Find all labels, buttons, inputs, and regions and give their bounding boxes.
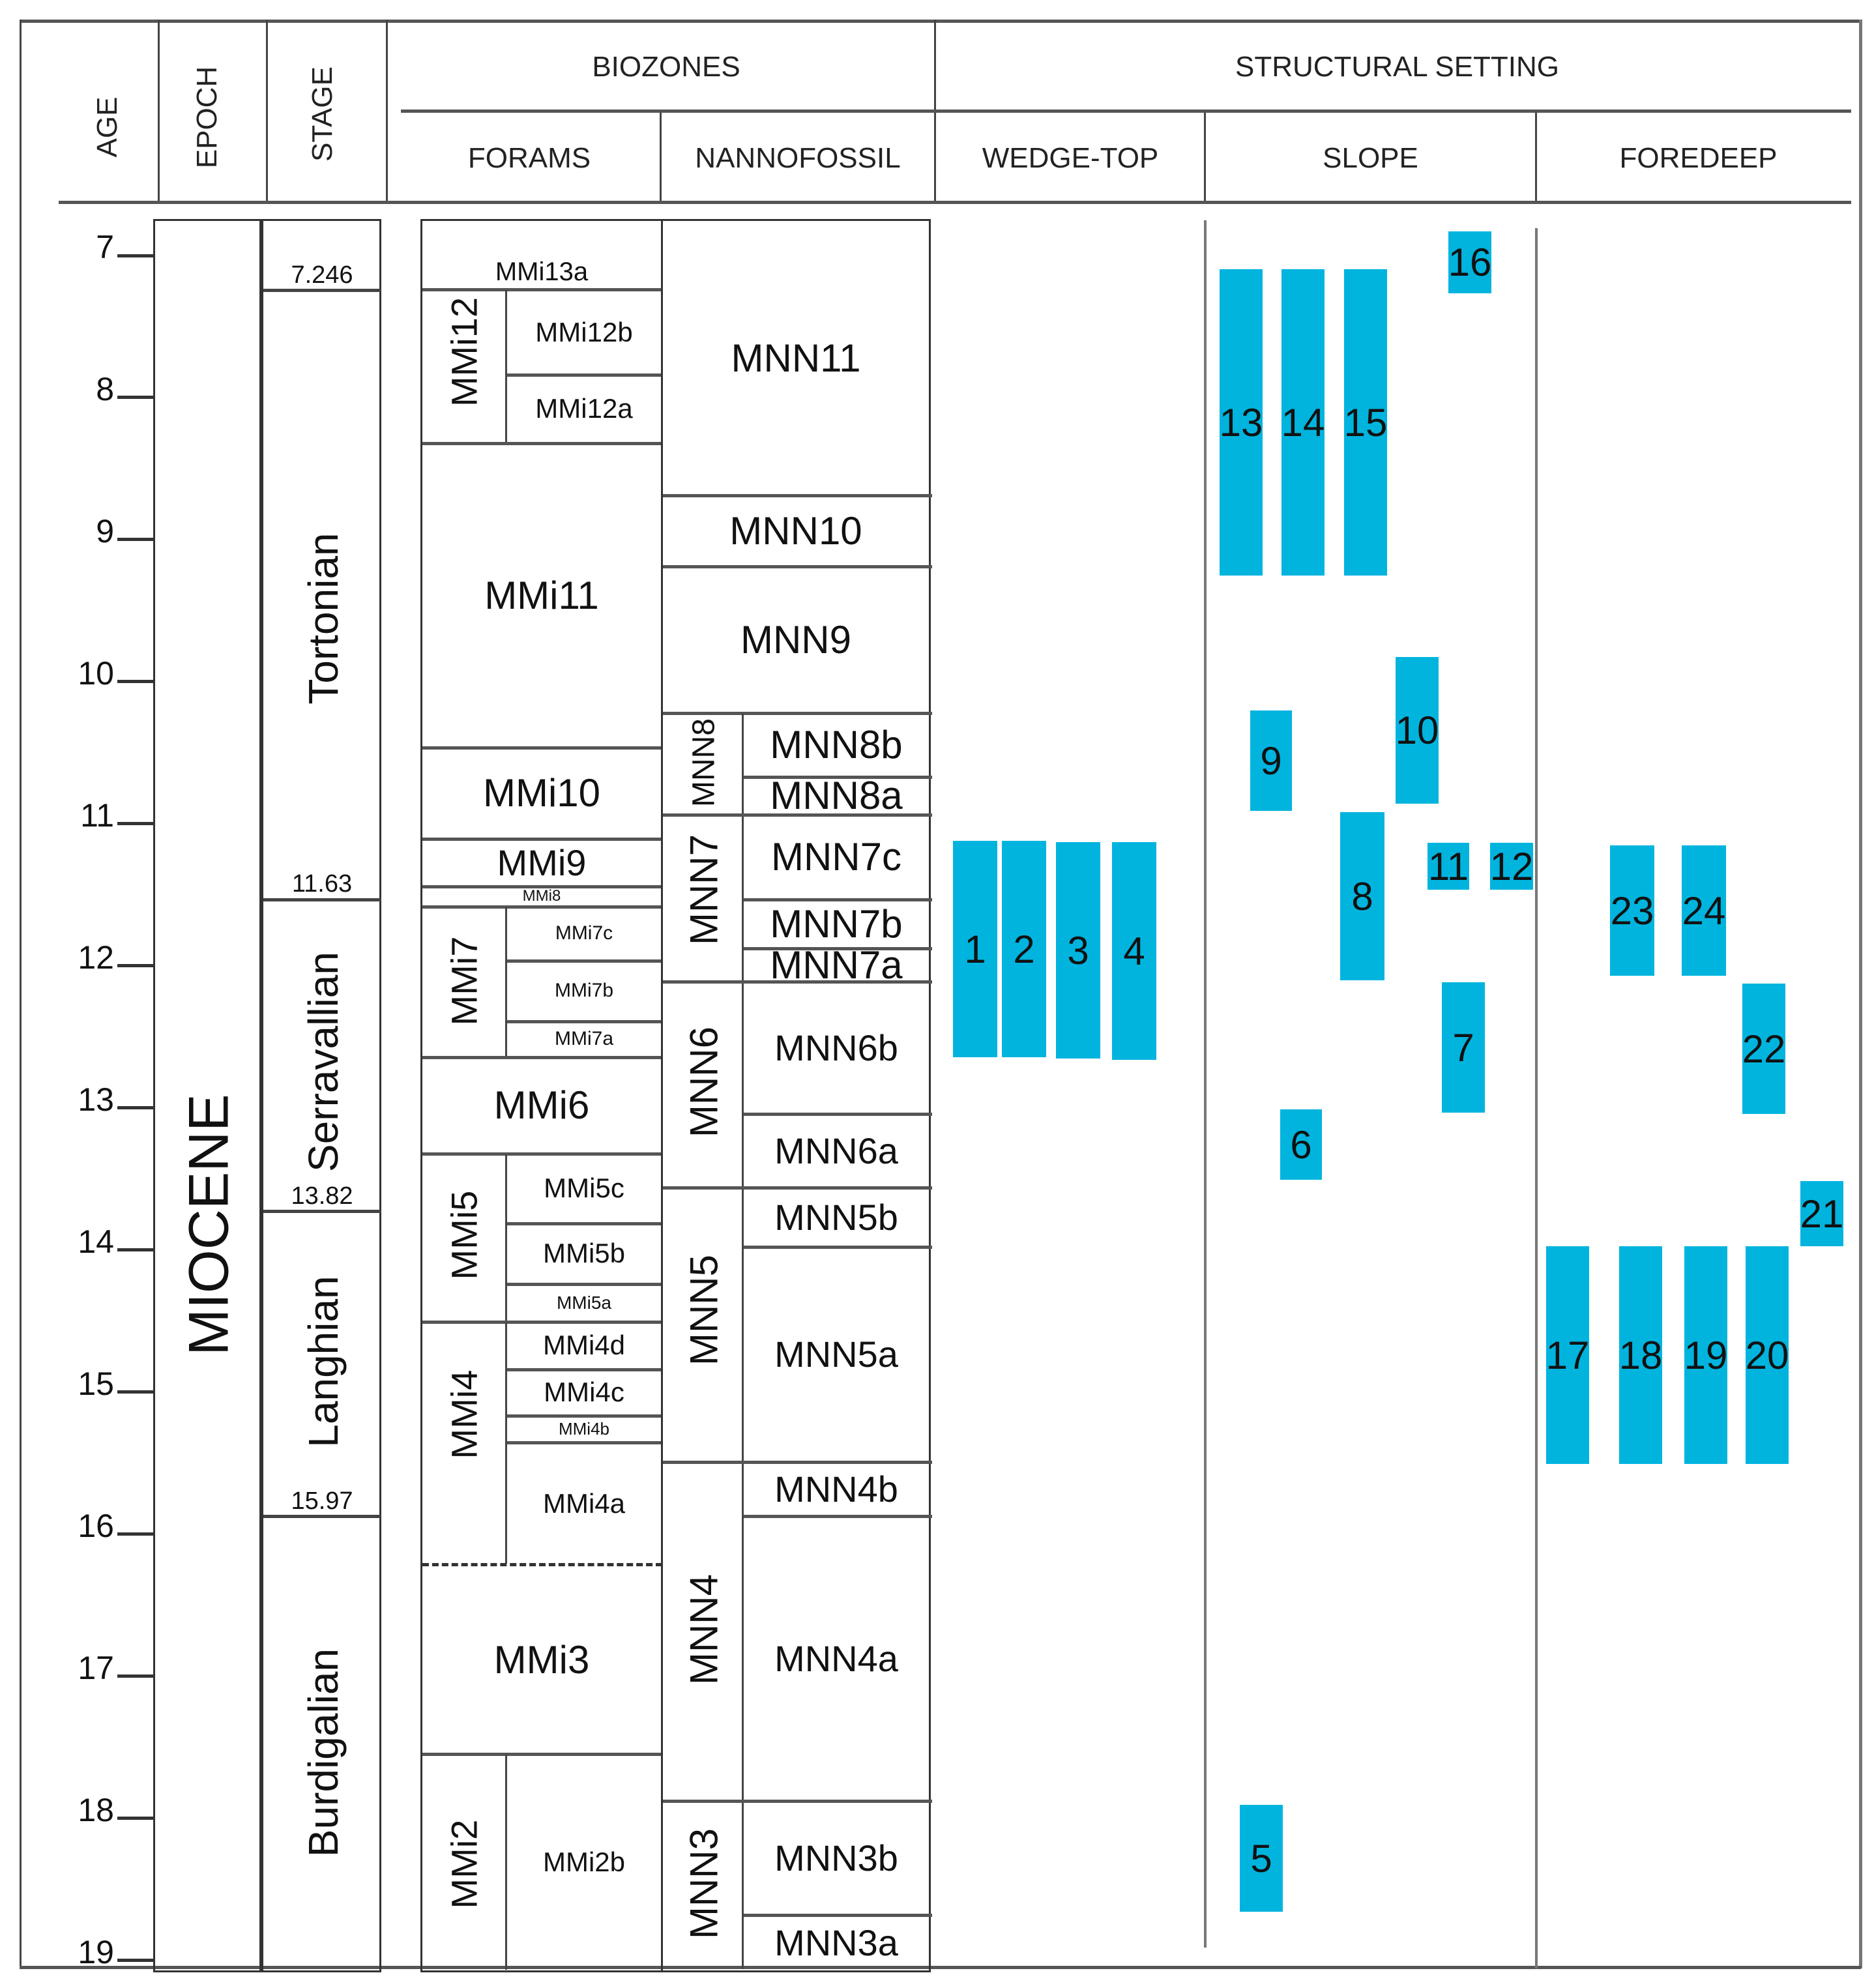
age-tick: 16: [78, 1508, 114, 1544]
slope-divider-left: [1204, 220, 1207, 1948]
age-tick: 11: [80, 797, 114, 834]
zone-mmi8: MMi8: [522, 887, 561, 905]
slope-divider-right: [1535, 228, 1538, 1968]
bar-20: 20: [1746, 1246, 1789, 1464]
zone-mmi4: MMi4: [443, 1369, 485, 1459]
header-age: AGE: [91, 96, 123, 158]
zone-mmi12a: MMi12a: [535, 393, 633, 424]
age-tick: 18: [78, 1792, 114, 1828]
bar-24: 24: [1682, 845, 1726, 976]
header-slope: SLOPE: [1323, 142, 1418, 174]
header-stage: STAGE: [306, 66, 338, 162]
header-biozones: BIOZONES: [592, 51, 740, 83]
age-tick: 10: [78, 655, 114, 692]
zone-mmi7b: MMi7b: [554, 980, 613, 1001]
zone-mnn6: MNN6: [682, 1026, 726, 1138]
stage-boundary-label: 13.82: [291, 1182, 353, 1210]
bar-8: 8: [1340, 812, 1384, 980]
age-tick: 8: [96, 371, 114, 407]
stage-boundary-label: 11.63: [291, 870, 353, 898]
zone-mnn8a: MNN8a: [770, 774, 903, 817]
zone-mmi10: MMi10: [482, 771, 601, 815]
stage-column: [261, 219, 381, 1972]
zone-mnn11: MNN11: [731, 336, 861, 380]
age-tick: 14: [78, 1223, 114, 1260]
zone-mnn8b: MNN8b: [770, 723, 903, 767]
header-structural-setting: STRUCTURAL SETTING: [1235, 51, 1560, 83]
zone-mnn7c: MNN7c: [770, 835, 901, 879]
bar-13: 13: [1220, 269, 1263, 576]
zone-mmi2: MMi2: [443, 1819, 485, 1909]
zone-mnn5b: MNN5b: [774, 1196, 898, 1238]
bar-23: 23: [1610, 845, 1654, 976]
zone-mmi13a: MMi13a: [495, 257, 589, 286]
age-tick: 13: [78, 1081, 114, 1118]
bar-14: 14: [1281, 269, 1325, 576]
zone-mnn4: MNN4: [682, 1573, 726, 1686]
bar-10: 10: [1396, 657, 1439, 804]
zone-mnn9: MNN9: [740, 617, 851, 662]
zone-mmi7c: MMi7c: [555, 922, 613, 944]
zone-mnn4b: MNN4b: [774, 1468, 898, 1510]
bar-19: 19: [1684, 1246, 1727, 1464]
epoch-label: MIOCENE: [177, 1094, 241, 1356]
bar-7: 7: [1442, 982, 1485, 1113]
zone-mmi6: MMi6: [493, 1083, 590, 1127]
zone-mmi12b: MMi12b: [535, 317, 633, 347]
bar-2: 2: [1002, 841, 1046, 1057]
bar-3: 3: [1056, 842, 1100, 1059]
zone-mmi12: MMi12: [443, 297, 485, 407]
zone-mnn4a: MNN4a: [774, 1637, 898, 1679]
stage-langhian: Langhian: [300, 1276, 347, 1448]
age-tick: 7: [96, 229, 114, 265]
bar-1: 1: [953, 841, 997, 1057]
zone-mmi7: MMi7: [443, 936, 485, 1026]
bar-17: 17: [1546, 1246, 1589, 1464]
zone-mmi3: MMi3: [493, 1637, 590, 1682]
zone-mmi4d: MMi4d: [542, 1330, 626, 1360]
age-tick: 9: [96, 513, 114, 549]
age-tick: 15: [78, 1366, 114, 1402]
zone-mnn6a: MNN6a: [774, 1130, 898, 1171]
zone-mmi9: MMi9: [497, 841, 587, 883]
zone-mnn3a: MNN3a: [774, 1922, 898, 1963]
zone-mmi5a: MMi5a: [556, 1292, 611, 1313]
bar-6: 6: [1280, 1109, 1322, 1180]
header-forams: FORAMS: [467, 142, 591, 174]
header-nannofossil: NANNOFOSSIL: [695, 142, 901, 174]
zone-mmi2b: MMi2b: [542, 1847, 626, 1877]
zone-mmi7a: MMi7a: [554, 1028, 613, 1049]
bar-21: 21: [1800, 1181, 1843, 1246]
zone-mnn3: MNN3: [682, 1828, 726, 1940]
zone-mmi5: MMi5: [443, 1190, 485, 1280]
zone-mnn7b: MNN7b: [770, 901, 903, 946]
zone-mmi5b: MMi5b: [542, 1238, 626, 1268]
age-tick: 17: [78, 1650, 114, 1686]
bar-5: 5: [1240, 1805, 1283, 1912]
bar-22: 22: [1742, 984, 1785, 1114]
zone-mmi4b: MMi4b: [558, 1418, 609, 1439]
zone-mnn7a: MNN7a: [770, 943, 903, 987]
zone-mnn8: MNN8: [686, 718, 722, 808]
bar-16: 16: [1448, 231, 1491, 293]
zone-mmi4c: MMi4c: [544, 1377, 624, 1407]
age-tick: 12: [78, 939, 114, 976]
zone-mnn5: MNN5: [682, 1254, 726, 1366]
stage-boundary-label: 15.97: [291, 1487, 353, 1515]
zone-mnn6b: MNN6b: [774, 1027, 898, 1068]
bar-18: 18: [1619, 1246, 1662, 1464]
stage-burdigalian: Burdigalian: [300, 1648, 347, 1858]
stage-serravallian: Serravallian: [300, 952, 347, 1172]
zone-mnn7: MNN7: [682, 834, 726, 946]
zone-mnn3b: MNN3b: [774, 1837, 898, 1878]
header-foredeep: FOREDEEP: [1619, 142, 1778, 174]
zone-mmi5c: MMi5c: [544, 1173, 624, 1203]
bar-9: 9: [1250, 710, 1292, 811]
bar-11: 11: [1427, 843, 1469, 890]
age-tick: 19: [78, 1934, 114, 1970]
stage-tortonian: Tortonian: [300, 533, 347, 705]
zone-mmi11: MMi11: [484, 573, 599, 617]
stage-boundary-label: 7.246: [291, 261, 353, 289]
header-epoch: EPOCH: [191, 66, 223, 169]
header-wedge-top: WEDGE-TOP: [982, 142, 1159, 174]
bar-15: 15: [1344, 269, 1387, 576]
zone-mnn5a: MNN5a: [774, 1334, 898, 1375]
zone-mmi4a: MMi4a: [542, 1487, 626, 1519]
zone-mnn10: MNN10: [729, 508, 862, 553]
bar-4: 4: [1112, 842, 1156, 1060]
bar-12: 12: [1490, 843, 1533, 890]
epoch-column: [153, 219, 261, 1972]
